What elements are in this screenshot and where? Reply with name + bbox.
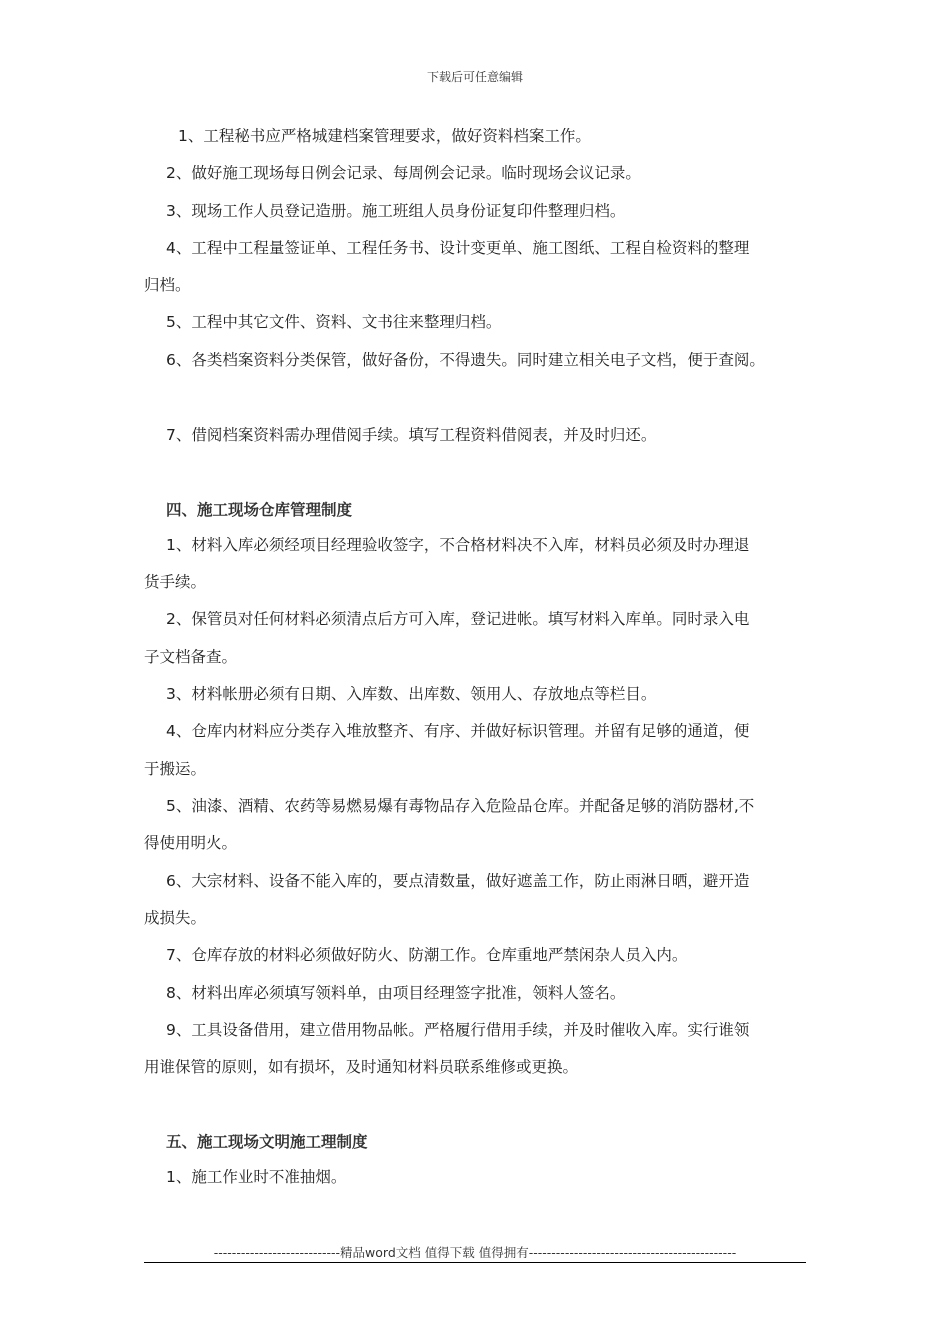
archive-item-7: 7、借阅档案资料需办理借阅手续。填写工程资料借阅表，并及时归还。 xyxy=(166,426,657,444)
warehouse-item-6-cont: 成损失。 xyxy=(144,909,207,927)
warehouse-item-7: 7、仓库存放的材料必须做好防火、防潮工作。仓库重地严禁闲杂人员入内。 xyxy=(166,946,688,964)
archive-item-5: 5、工程中其它文件、资料、文书往来整理归档。 xyxy=(166,313,502,331)
warehouse-item-2: 2、保管员对任何材料必须清点后方可入库，登记进帐。填写材料入库单。同时录入电 xyxy=(166,610,750,628)
warehouse-item-9: 9、工具设备借用，建立借用物品帐。严格履行借用手续，并及时催收入库。实行谁领 xyxy=(166,1021,750,1039)
section-5-heading: 五、施工现场文明施工理制度 xyxy=(166,1133,368,1151)
warehouse-item-4-cont: 于搬运。 xyxy=(144,760,207,778)
page-header: 下载后可任意编辑 xyxy=(426,70,523,84)
warehouse-item-6: 6、大宗材料、设备不能入库的，要点清数量，做好遮盖工作，防止雨淋日晒，避开造 xyxy=(166,872,750,890)
archive-item-6: 6、各类档案资料分类保管，做好备份，不得遗失。同时建立相关电子文档，便于查阅。 xyxy=(166,351,765,369)
archive-item-4: 4、工程中工程量签证单、工程任务书、设计变更单、施工图纸、工程自检资料的整理 xyxy=(166,239,750,257)
warehouse-item-8: 8、材料出库必须填写领料单，由项目经理签字批准，领料人签名。 xyxy=(166,984,626,1002)
archive-item-2: 2、做好施工现场每日例会记录、每周例会记录。临时现场会议记录。 xyxy=(166,164,641,182)
footer-divider xyxy=(144,1262,806,1263)
archive-item-4-cont: 归档。 xyxy=(144,276,191,294)
warehouse-item-4: 4、仓库内材料应分类存入堆放整齐、有序、并做好标识管理。并留有足够的通道，便 xyxy=(166,722,750,740)
archive-item-3: 3、现场工作人员登记造册。施工班组人员身份证复印件整理归档。 xyxy=(166,202,626,220)
warehouse-item-5-cont: 得使用明火。 xyxy=(144,834,238,852)
warehouse-item-3: 3、材料帐册必须有日期、入库数、出库数、领用人、存放地点等栏目。 xyxy=(166,685,657,703)
civilized-item-1: 1、施工作业时不准抽烟。 xyxy=(166,1168,347,1186)
warehouse-item-1: 1、材料入库必须经项目经理验收签字，不合格材料决不入库，材料员必须及时办理退 xyxy=(166,536,750,554)
warehouse-item-5: 5、油漆、酒精、农药等易燃易爆有毒物品存入危险品仓库。并配备足够的消防器材,不 xyxy=(166,797,755,815)
warehouse-item-9-cont: 用谁保管的原则，如有损坏，及时通知材料员联系维修或更换。 xyxy=(144,1058,579,1076)
section-4-heading: 四、施工现场仓库管理制度 xyxy=(166,501,353,519)
page-footer: ----------------------------精品word文档 值得下载 值得拥有---------------------------------------------- xyxy=(213,1245,737,1260)
warehouse-item-1-cont: 货手续。 xyxy=(144,573,207,591)
warehouse-item-2-cont: 子文档备查。 xyxy=(144,648,238,666)
archive-item-1: 1、工程秘书应严格城建档案管理要求，做好资料档案工作。 xyxy=(178,127,591,145)
